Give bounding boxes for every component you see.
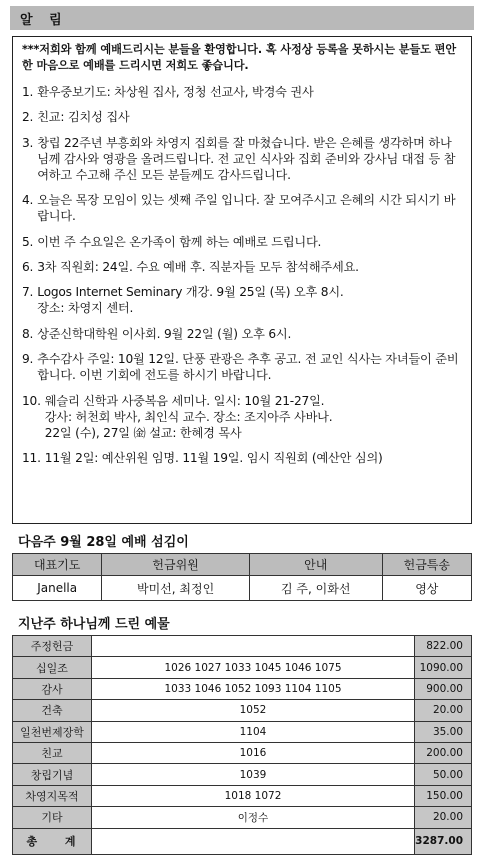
notice-text: 친교: 김치성 집사	[37, 110, 130, 125]
offering-amount: 35.00	[415, 721, 472, 742]
notices-title: 알 림	[20, 12, 68, 28]
usher-value-cell: 김 주, 이화선	[249, 576, 382, 601]
notice-number: 5.	[22, 234, 34, 249]
offering-total-row	[13, 828, 472, 854]
offering-category: 창립기념	[13, 764, 92, 785]
usher-header-cell: 헌금특송	[382, 554, 471, 576]
offering-row	[13, 678, 472, 699]
notice-item	[22, 109, 462, 125]
notice-number: 10.	[22, 393, 41, 408]
offering-row	[13, 742, 472, 763]
usher-value-cell: Janella	[13, 576, 102, 601]
offering-category: 일천번제장학	[13, 721, 92, 742]
offering-row	[13, 807, 472, 828]
offering-total-blank	[92, 828, 415, 854]
notice-item	[22, 259, 462, 275]
notice-box	[12, 36, 472, 524]
offering-category: 친교	[13, 742, 92, 763]
notice-number: 1.	[22, 85, 34, 99]
notice-number: 7.	[22, 285, 34, 300]
offering-amount: 50.00	[415, 764, 472, 785]
offering-table	[12, 635, 472, 855]
offering-numbers: 1016	[92, 742, 415, 763]
usher-header-row	[13, 554, 472, 576]
offering-numbers: 1026 1027 1033 1045 1046 1075	[92, 657, 415, 678]
notice-item	[22, 393, 462, 441]
usher-header-cell: 대표기도	[13, 554, 102, 576]
usher-table	[12, 553, 472, 601]
notice-text: 웨슬리 신학과 사중복음 세미나. 일시: 10월 21-27일. 강사: 허천회 박사, 최인식 교수. 장소: 조지아주 사바나. 22일 (수), 27일 ㈮ 설교: 한혜경 목사	[44, 393, 333, 440]
notice-item	[22, 326, 462, 342]
notice-text: 추수감사 주일: 10월 12일. 단풍 관광은 추후 공고. 전 교인 식사는 자녀들이 준비합니다. 이번 기회에 전도를 하시기 바랍니다.	[37, 352, 459, 383]
offering-amount: 822.00	[415, 636, 472, 657]
offering-numbers: 1104	[92, 721, 415, 742]
offering-row	[13, 721, 472, 742]
usher-value-cell: 박미선, 최정인	[102, 576, 249, 601]
offering-row	[13, 700, 472, 721]
notice-number: 6.	[22, 259, 34, 274]
notice-text: 11월 2일: 예산위원 임명. 11월 19일. 임시 직원회 (예산안 심의)	[44, 450, 383, 465]
notice-number: 9.	[22, 352, 34, 367]
notice-text: 환우중보기도: 차상원 집사, 정청 선교사, 박경숙 권사	[37, 85, 314, 99]
notice-list	[22, 84, 462, 466]
notice-item	[22, 135, 462, 183]
notice-item	[22, 351, 462, 383]
usher-section-title: 다음주 9월 28일 예배 섬김이	[18, 535, 189, 550]
notice-item	[22, 192, 462, 224]
offering-category: 감사	[13, 678, 92, 699]
offering-amount: 20.00	[415, 807, 472, 828]
offering-numbers	[92, 636, 415, 657]
notice-text: 3차 직원회: 24일. 수요 예배 후. 직분자들 모두 참석해주세요.	[37, 259, 359, 274]
offering-row	[13, 657, 472, 678]
offering-amount: 900.00	[415, 678, 472, 699]
notice-text: 오늘은 목장 모임이 있는 셋째 주일 입니다. 잘 모여주시고 은혜의 시간 되시기 바랍니다.	[37, 193, 456, 224]
usher-header-cell: 헌금위원	[102, 554, 249, 576]
offering-row	[13, 636, 472, 657]
offering-row	[13, 785, 472, 806]
notice-item	[22, 234, 462, 250]
notice-item	[22, 84, 462, 100]
offering-category: 기타	[13, 807, 92, 828]
offering-total-label: 총 계	[13, 828, 92, 854]
offering-amount: 200.00	[415, 742, 472, 763]
notice-number: 11.	[22, 450, 41, 465]
usher-value-row	[13, 576, 472, 601]
offering-row	[13, 764, 472, 785]
notices-header	[10, 6, 474, 30]
offering-numbers: 이정수	[92, 807, 415, 828]
offering-numbers: 1052	[92, 700, 415, 721]
offering-section-title: 지난주 하나님께 드린 예물	[18, 617, 170, 632]
offering-amount: 1090.00	[415, 657, 472, 678]
offering-amount: 150.00	[415, 785, 472, 806]
notice-text: 상준신학대학원 이사회. 9월 22일 (월) 오후 6시.	[37, 326, 292, 341]
offering-category: 건축	[13, 700, 92, 721]
offering-numbers: 1018 1072	[92, 785, 415, 806]
usher-value-cell: 영상	[382, 576, 471, 601]
notice-number: 4.	[22, 193, 34, 208]
offering-category: 십일조	[13, 657, 92, 678]
offering-category: 주정헌금	[13, 636, 92, 657]
notice-text: Logos Internet Seminary 개강. 9월 25일 (목) 오후 8시. 장소: 차영지 센터.	[37, 285, 344, 316]
notice-number: 2.	[22, 110, 34, 125]
offering-numbers: 1033 1046 1052 1093 1104 1105	[92, 678, 415, 699]
notice-number: 3.	[22, 135, 34, 150]
notice-number: 8.	[22, 326, 34, 341]
offering-total-amount: 3287.00	[415, 828, 472, 854]
welcome-message: ***저희와 함께 예배드리시는 분들을 환영합니다. 혹 사정상 등록을 못하시는 분들도 편안한 마음으로 예배를 드리시면 저희도 좋습니다.	[22, 43, 457, 72]
offering-amount: 20.00	[415, 700, 472, 721]
notice-item	[22, 450, 462, 466]
notice-text: 이번 주 수요일은 온가족이 함께 하는 예배로 드립니다.	[37, 234, 322, 249]
usher-header-cell: 안내	[249, 554, 382, 576]
notice-text: 창립 22주년 부흥회와 차영지 집회를 잘 마쳤습니다. 받은 은혜를 생각하며 하나님께 감사와 영광을 올려드립니다. 전 교인 식사와 집회 준비와 강사님 대접 등 참여하고 수고해 주신 모든 분들께도 감사드립니다.	[37, 135, 456, 182]
offering-numbers: 1039	[92, 764, 415, 785]
offering-category: 차영지목적	[13, 785, 92, 806]
notice-item	[22, 284, 462, 316]
